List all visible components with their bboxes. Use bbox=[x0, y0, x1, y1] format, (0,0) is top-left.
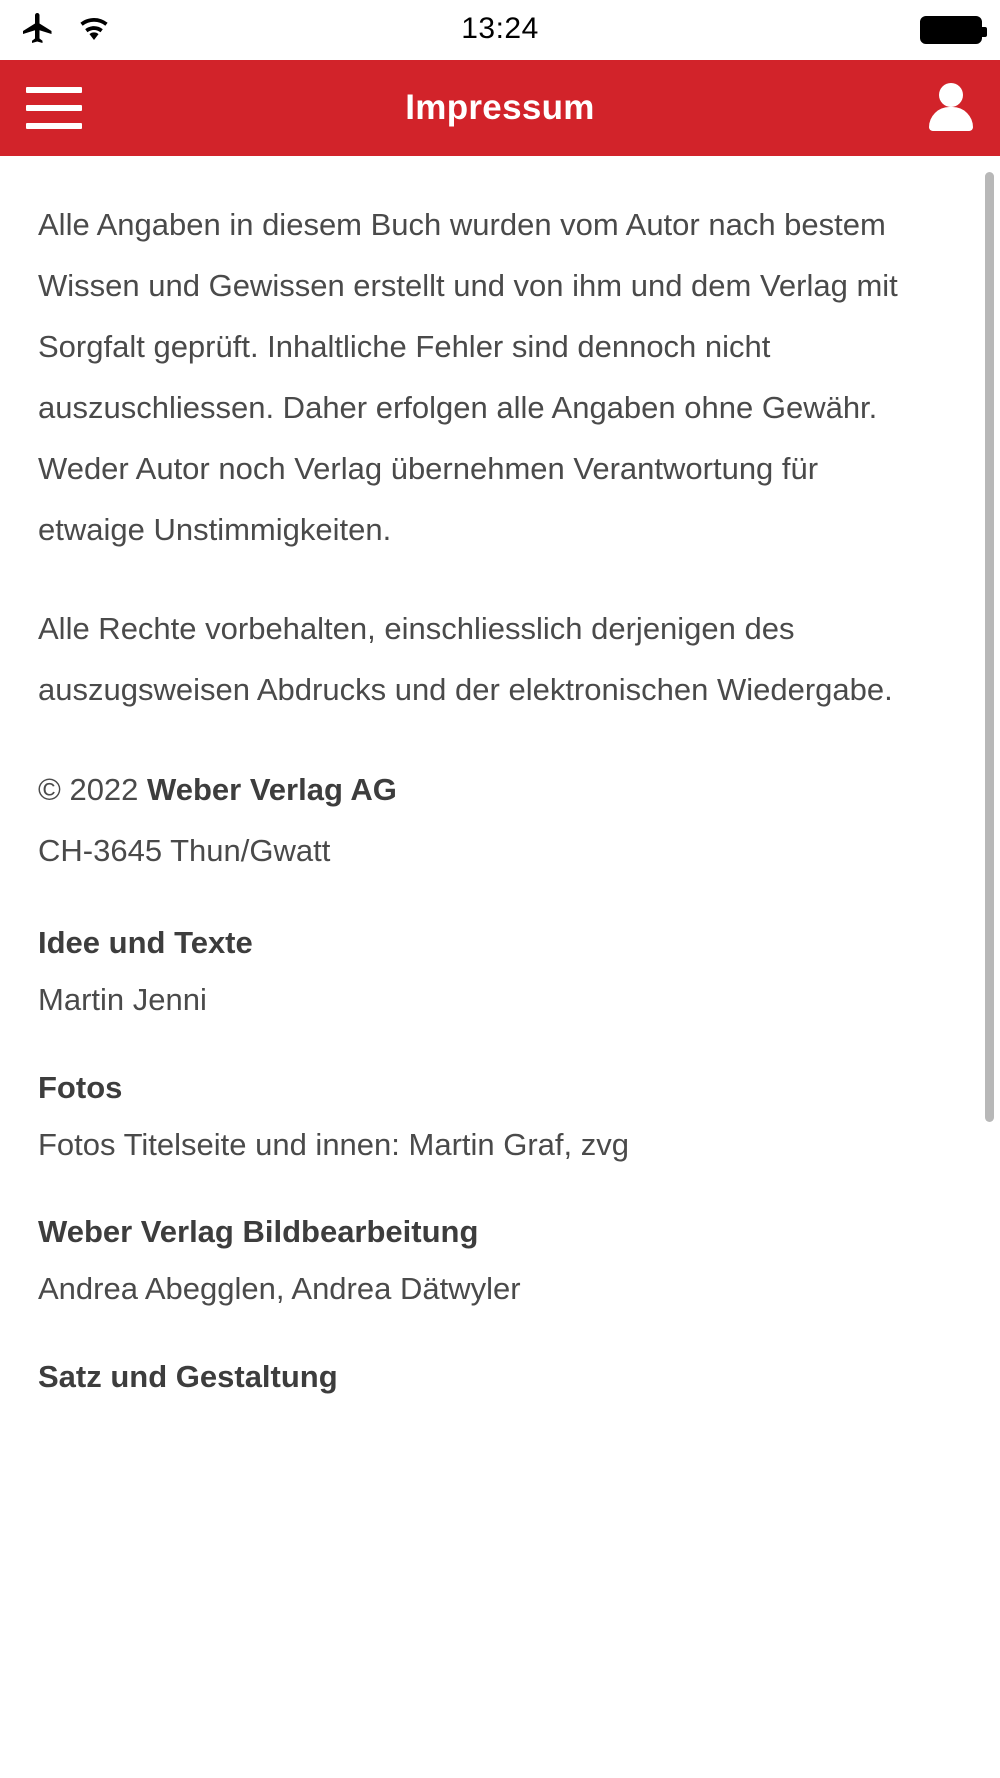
status-bar bbox=[0, 0, 1000, 60]
impressum-content bbox=[0, 156, 1000, 1401]
user-account-icon[interactable] bbox=[928, 83, 974, 133]
scrollbar[interactable] bbox=[985, 164, 994, 1770]
credit-title: Idee und Texte bbox=[38, 925, 253, 961]
credit-title: Satz und Gestaltung bbox=[38, 1358, 338, 1394]
copyright-prefix: © 2022 bbox=[38, 771, 148, 807]
copyright-line bbox=[38, 759, 960, 820]
credit-block bbox=[38, 1064, 960, 1169]
scrollbar-thumb[interactable] bbox=[985, 172, 994, 1122]
credit-title: Weber Verlag Bildbearbeitung bbox=[38, 1214, 479, 1250]
credit-title: Fotos bbox=[38, 1069, 123, 1105]
app-header bbox=[0, 60, 1000, 156]
copyright-company: Weber Verlag AG bbox=[147, 771, 397, 807]
credit-value: Martin Jenni bbox=[38, 982, 207, 1018]
credit-block bbox=[38, 919, 960, 1024]
content-scroll-area[interactable] bbox=[0, 156, 1000, 1778]
credit-block bbox=[38, 1208, 960, 1313]
status-bar-right bbox=[920, 16, 982, 44]
page-title: Impressum bbox=[405, 88, 595, 127]
rights-paragraph: Alle Rechte vorbehalten, einschliesslich derjenigen des auszugsweisen Abdrucks und der elektronischen Wiedergabe. bbox=[38, 611, 893, 708]
status-bar-clock: 13:24 bbox=[461, 12, 539, 45]
battery-full-icon bbox=[920, 16, 982, 44]
credit-block bbox=[38, 1353, 960, 1401]
credit-value: Andrea Abegglen, Andrea Dätwyler bbox=[38, 1271, 521, 1307]
publisher-address: CH-3645 Thun/Gwatt bbox=[38, 832, 331, 868]
disclaimer-paragraph: Alle Angaben in diesem Buch wurden vom Autor nach bestem Wissen und Gewissen erstellt und von ihm und dem Verlag mit Sorgfalt geprüft. Inhaltliche Fehler sind dennoch nicht auszuschliessen. Daher erfolgen alle Angaben ohne Gewähr. Weder Autor noch Verlag übernehmen Verantwortung für etwaige Unstimmigkeiten. bbox=[38, 207, 898, 548]
credit-value: Fotos Titelseite und innen: Martin Graf, zvg bbox=[38, 1126, 629, 1162]
